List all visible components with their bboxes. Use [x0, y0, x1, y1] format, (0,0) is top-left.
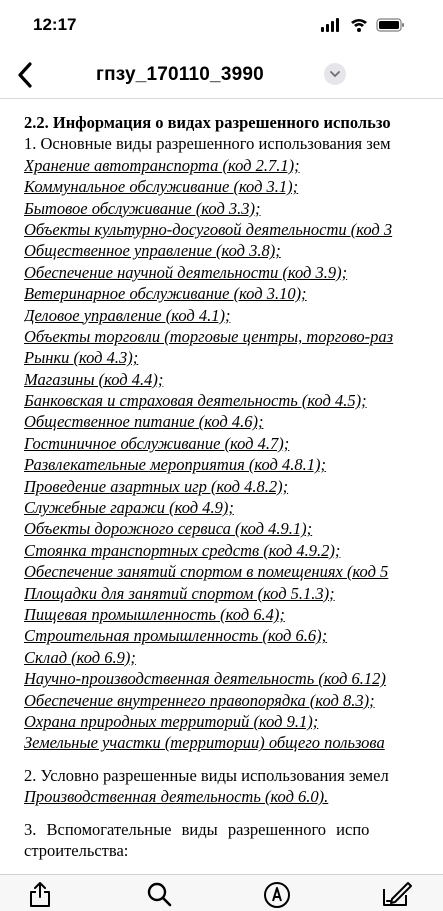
- list-item: Объекты культурно-досуговой деятельности (код 3: [24, 219, 393, 239]
- list-item: Банковская и страховая деятельность (код 4.5);: [24, 391, 367, 411]
- section-2-title: 2. Условно разрешенные виды использования земел: [24, 765, 389, 785]
- status-time: 12:17: [33, 15, 77, 34]
- bottom-toolbar: [0, 874, 443, 911]
- list-item: Земельные участки (территории) общего пользова: [24, 733, 385, 753]
- section-1-title: 1. Основные виды разрешенного использования зем: [24, 134, 391, 154]
- list-item: Гостиничное обслуживание (код 4.7);: [24, 433, 290, 453]
- list-item: Деловое управление (код 4.1);: [24, 305, 231, 325]
- search-button[interactable]: [144, 881, 174, 911]
- list-item: Общественное питание (код 4.6);: [24, 412, 264, 432]
- nav-bar: [0, 52, 443, 99]
- list-item: Производственная деятельность (код 6.0).: [24, 787, 329, 807]
- markup-button[interactable]: [262, 881, 292, 911]
- edit-icon: [382, 881, 412, 907]
- list-item: Охрана природных территорий (код 9.1);: [24, 711, 319, 731]
- list-item: Проведение азартных игр (код 4.8.2);: [24, 476, 289, 496]
- battery-icon: [377, 19, 404, 31]
- chevron-down-icon: [330, 71, 340, 78]
- list-item: Бытовое обслуживание (код 3.3);: [24, 198, 261, 218]
- list-item: Строительная промышленность (код 6.6);: [24, 626, 328, 646]
- document-title[interactable]: гпзу_170110_3990: [96, 64, 264, 85]
- section-3-title: 3. Вспомогательные виды разрешенного испо: [24, 819, 370, 839]
- list-item: Коммунальное обслуживание (код 3.1);: [24, 177, 299, 197]
- back-button[interactable]: [10, 58, 40, 92]
- status-bar: [0, 0, 443, 52]
- share-icon: [28, 881, 52, 907]
- permitted-use-list: [24, 155, 443, 754]
- title-menu-button[interactable]: [324, 63, 346, 85]
- section-heading: 2.2. Информация о видах разрешенного использо: [24, 113, 391, 132]
- status-icons: [321, 17, 421, 33]
- wifi-icon: [351, 19, 367, 32]
- list-item: Служебные гаражи (код 4.9);: [24, 498, 234, 518]
- list-item: Развлекательные мероприятия (код 4.8.1);: [24, 455, 326, 475]
- chevron-left-icon: [17, 62, 33, 88]
- list-item: Рынки (код 4.3);: [24, 348, 139, 368]
- list-item: Объекты дорожного сервиса (код 4.9.1);: [24, 519, 313, 539]
- search-icon: [146, 881, 172, 907]
- list-item: Ветеринарное обслуживание (код 3.10);: [24, 284, 307, 304]
- list-item: Площадки для занятий спортом (код 5.1.3);: [24, 583, 335, 603]
- list-item: Научно-производственная деятельность (код 6.12): [24, 669, 386, 689]
- list-item: Стоянка транспортных средств (код 4.9.2);: [24, 540, 341, 560]
- section-3-continuation: строительства:: [24, 840, 129, 860]
- list-item: Обеспечение внутреннего правопорядка (код 8.3);: [24, 690, 375, 710]
- list-item: Общественное управление (код 3.8);: [24, 241, 281, 261]
- signal-icon: [321, 18, 339, 32]
- share-button[interactable]: [25, 881, 55, 911]
- list-item: Магазины (код 4.4);: [24, 369, 164, 389]
- document-page: [24, 112, 443, 874]
- list-item: Пищевая промышленность (код 6.4);: [24, 604, 285, 624]
- list-item: Хранение автотранспорта (код 2.7.1);: [24, 155, 300, 175]
- markup-icon: [263, 881, 291, 909]
- edit-button[interactable]: [382, 881, 412, 911]
- list-item: Склад (код 6.9);: [24, 647, 136, 667]
- list-item: Объекты торговли (торговые центры, торгово-раз: [24, 326, 394, 346]
- list-item: Обеспечение занятий спортом в помещениях (код 5: [24, 562, 389, 582]
- list-item: Обеспечение научной деятельности (код 3.9);: [24, 262, 348, 282]
